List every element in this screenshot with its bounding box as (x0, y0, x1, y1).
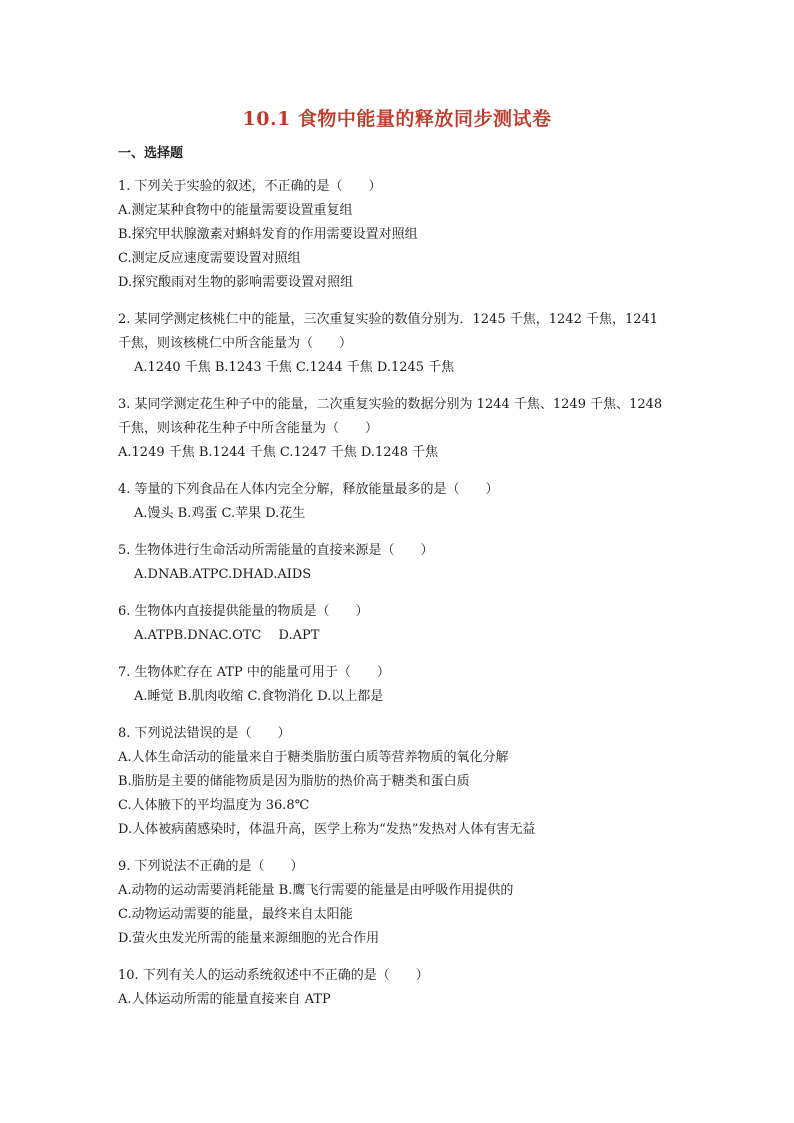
question-9: 9. 下列说法不正确的是（ ） (118, 859, 304, 874)
question-2: 2. 某同学测定核桃仁中的能量，三次重复实验的数值分别为．1245 千焦，1242 千焦，1241 (118, 312, 659, 327)
section-heading: 一、选择题 (118, 146, 184, 161)
option-line: A.馒头 B.鸡蛋 C.苹果 D.花生 (134, 506, 306, 521)
option-line: A.ATPB.DNAC.OTC D.APT (134, 628, 320, 643)
option-line: A.1240 千焦 B.1243 千焦 C.1244 千焦 D.1245 千焦 (134, 360, 455, 375)
option-line: D.萤火虫发光所需的能量来源细胞的光合作用 (118, 931, 380, 946)
option-line: C.人体腋下的平均温度为 36.8℃ (118, 798, 310, 813)
question-6: 6. 生物体内直接提供能量的物质是（ ） (118, 604, 369, 619)
question-text-cont: 千焦，则该种花生种子中所含能量为（ ） (118, 421, 379, 436)
option-line: A.DNAB.ATPC.DHAD.AIDS (134, 567, 312, 582)
question-10: 10. 下列有关人的运动系统叙述中不正确的是（ ） (118, 968, 429, 983)
option-line: A.人体生命活动的能量来自于糖类脂肪蛋白质等营养物质的氧化分解 (118, 750, 509, 765)
option-line: C.测定反应速度需要设置对照组 (118, 251, 301, 266)
question-7: 7. 生物体贮存在 ATP 中的能量可用于（ ） (118, 665, 390, 680)
question-5: 5. 生物体进行生命活动所需能量的直接来源是（ ） (118, 543, 434, 558)
option-line: C.动物运动需要的能量，最终来自太阳能 (118, 907, 353, 922)
option-line: A.测定某种食物中的能量需要设置重复组 (118, 203, 353, 218)
question-1: 1. 下列关于实验的叙述，不正确的是（ ） (118, 179, 382, 194)
question-text-cont: 千焦，则该核桃仁中所含能量为（ ） (118, 336, 353, 351)
option-line: D.人体被病菌感染时，体温升高，医学上称为“发热”发热对人体有害无益 (118, 822, 536, 837)
page-title: 10.1 食物中能量的释放同步测试卷 (242, 108, 552, 130)
question-3: 3. 某同学测定花生种子中的能量，二次重复实验的数据分别为 1244 千焦、1249 千焦、1248 (118, 397, 663, 412)
option-line: D.探究酸雨对生物的影响需要设置对照组 (118, 275, 354, 290)
option-line: A.1249 千焦 B.1244 千焦 C.1247 千焦 D.1248 千焦 (118, 445, 439, 460)
question-4: 4. 等量的下列食品在人体内完全分解，释放能量最多的是（ ） (118, 482, 499, 497)
option-line: A.睡觉 B.肌肉收缩 C.食物消化 D.以上都是 (134, 689, 384, 704)
option-line: B.脂肪是主要的储能物质是因为脂肪的热价高于糖类和蛋白质 (118, 774, 470, 789)
option-line: B.探究甲状腺激素对蝌蚪发育的作用需要设置对照组 (118, 227, 418, 242)
option-line: A.动物的运动需要消耗能量 B.鹰飞行需要的能量是由呼吸作用提供的 (118, 883, 514, 898)
option-line: A.人体运动所需的能量直接来自 ATP (118, 992, 331, 1007)
question-8: 8. 下列说法错误的是（ ） (118, 726, 291, 741)
